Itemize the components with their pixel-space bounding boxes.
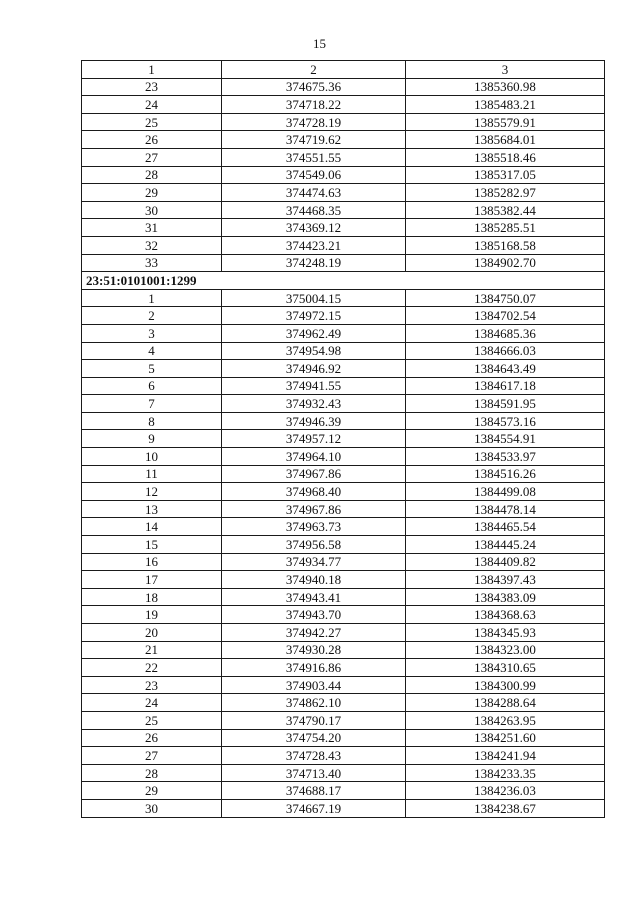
point-number-cell: 21 [82, 641, 222, 659]
x-coordinate-cell: 374718.22 [222, 96, 406, 114]
x-coordinate-cell: 374248.19 [222, 254, 406, 272]
x-coordinate-cell: 375004.15 [222, 289, 406, 307]
y-coordinate-cell: 1384573.16 [406, 412, 605, 430]
table-row [82, 553, 605, 571]
y-coordinate-cell: 1384445.24 [406, 536, 605, 554]
y-coordinate-cell: 1384533.97 [406, 448, 605, 466]
point-number-cell: 31 [82, 219, 222, 237]
table-row [82, 659, 605, 677]
table-row [82, 377, 605, 395]
y-coordinate-cell: 1385518.46 [406, 148, 605, 166]
x-coordinate-cell: 374968.40 [222, 483, 406, 501]
point-number-cell: 16 [82, 553, 222, 571]
point-number-cell: 12 [82, 483, 222, 501]
table-row [82, 307, 605, 325]
y-coordinate-cell: 1384902.70 [406, 254, 605, 272]
table-row [82, 78, 605, 96]
x-coordinate-cell: 374946.92 [222, 360, 406, 378]
table-row [82, 729, 605, 747]
point-number-cell: 25 [82, 113, 222, 131]
table-row [82, 201, 605, 219]
point-number-cell: 7 [82, 395, 222, 413]
table-row [82, 254, 605, 272]
point-number-cell: 3 [82, 324, 222, 342]
y-coordinate-cell: 1384617.18 [406, 377, 605, 395]
y-coordinate-cell: 1384516.26 [406, 465, 605, 483]
point-number-cell: 32 [82, 236, 222, 254]
y-coordinate-cell: 1385579.91 [406, 113, 605, 131]
x-coordinate-cell: 374956.58 [222, 536, 406, 554]
table-row [82, 571, 605, 589]
y-coordinate-cell: 1384643.49 [406, 360, 605, 378]
table-row [82, 96, 605, 114]
y-coordinate-cell: 1384409.82 [406, 553, 605, 571]
x-coordinate-cell: 374967.86 [222, 500, 406, 518]
table-row [82, 342, 605, 360]
x-coordinate-cell: 374930.28 [222, 641, 406, 659]
y-coordinate-cell: 1384236.03 [406, 782, 605, 800]
point-number-cell: 23 [82, 78, 222, 96]
y-coordinate-cell: 1384241.94 [406, 747, 605, 765]
point-number-cell: 28 [82, 764, 222, 782]
table-row [82, 219, 605, 237]
x-coordinate-cell: 374934.77 [222, 553, 406, 571]
y-coordinate-cell: 1384702.54 [406, 307, 605, 325]
point-number-cell: 23 [82, 676, 222, 694]
table-row [82, 518, 605, 536]
x-coordinate-cell: 374713.40 [222, 764, 406, 782]
table-row [82, 113, 605, 131]
header-row [82, 61, 605, 79]
x-coordinate-cell: 374667.19 [222, 799, 406, 817]
point-number-cell: 15 [82, 536, 222, 554]
table-row [82, 184, 605, 202]
point-number-cell: 28 [82, 166, 222, 184]
y-coordinate-cell: 1384397.43 [406, 571, 605, 589]
y-coordinate-cell: 1385317.05 [406, 166, 605, 184]
x-coordinate-cell: 374728.43 [222, 747, 406, 765]
table-row [82, 606, 605, 624]
table-row [82, 448, 605, 466]
header-cell-y-coordinate: 3 [406, 61, 605, 79]
x-coordinate-cell: 374754.20 [222, 729, 406, 747]
y-coordinate-cell: 1384233.35 [406, 764, 605, 782]
y-coordinate-cell: 1384685.36 [406, 324, 605, 342]
point-number-cell: 13 [82, 500, 222, 518]
table-row [82, 395, 605, 413]
point-number-cell: 26 [82, 729, 222, 747]
x-coordinate-cell: 374468.35 [222, 201, 406, 219]
x-coordinate-cell: 374549.06 [222, 166, 406, 184]
table-row [82, 166, 605, 184]
x-coordinate-cell: 374719.62 [222, 131, 406, 149]
table-row [82, 536, 605, 554]
y-coordinate-cell: 1385282.97 [406, 184, 605, 202]
y-coordinate-cell: 1385684.01 [406, 131, 605, 149]
x-coordinate-cell: 374964.10 [222, 448, 406, 466]
table-row [82, 289, 605, 307]
y-coordinate-cell: 1384238.67 [406, 799, 605, 817]
table-row [82, 148, 605, 166]
section-row [82, 272, 605, 290]
page-number: 15 [313, 36, 326, 51]
table-row [82, 412, 605, 430]
x-coordinate-cell: 374675.36 [222, 78, 406, 96]
y-coordinate-cell: 1385483.21 [406, 96, 605, 114]
x-coordinate-cell: 374728.19 [222, 113, 406, 131]
point-number-cell: 18 [82, 588, 222, 606]
table-row [82, 764, 605, 782]
point-number-cell: 5 [82, 360, 222, 378]
y-coordinate-cell: 1384251.60 [406, 729, 605, 747]
point-number-cell: 30 [82, 799, 222, 817]
table-row [82, 465, 605, 483]
y-coordinate-cell: 1384383.09 [406, 588, 605, 606]
x-coordinate-cell: 374790.17 [222, 711, 406, 729]
y-coordinate-cell: 1384554.91 [406, 430, 605, 448]
cadastral-number-heading: 23:51:0101001:1299 [82, 272, 605, 290]
x-coordinate-cell: 374941.55 [222, 377, 406, 395]
point-number-cell: 6 [82, 377, 222, 395]
y-coordinate-cell: 1384465.54 [406, 518, 605, 536]
point-number-cell: 8 [82, 412, 222, 430]
table-row [82, 483, 605, 501]
coordinates-table [81, 60, 605, 818]
y-coordinate-cell: 1384368.63 [406, 606, 605, 624]
point-number-cell: 29 [82, 782, 222, 800]
header-cell-point-number: 1 [82, 61, 222, 79]
point-number-cell: 26 [82, 131, 222, 149]
point-number-cell: 11 [82, 465, 222, 483]
table-row [82, 676, 605, 694]
point-number-cell: 10 [82, 448, 222, 466]
point-number-cell: 29 [82, 184, 222, 202]
x-coordinate-cell: 374423.21 [222, 236, 406, 254]
table-row [82, 131, 605, 149]
x-coordinate-cell: 374903.44 [222, 676, 406, 694]
point-number-cell: 2 [82, 307, 222, 325]
point-number-cell: 25 [82, 711, 222, 729]
y-coordinate-cell: 1384288.64 [406, 694, 605, 712]
x-coordinate-cell: 374369.12 [222, 219, 406, 237]
x-coordinate-cell: 374940.18 [222, 571, 406, 589]
table-row [82, 799, 605, 817]
table-row [82, 641, 605, 659]
x-coordinate-cell: 374942.27 [222, 624, 406, 642]
y-coordinate-cell: 1385168.58 [406, 236, 605, 254]
y-coordinate-cell: 1385285.51 [406, 219, 605, 237]
point-number-cell: 20 [82, 624, 222, 642]
table-row [82, 782, 605, 800]
point-number-cell: 22 [82, 659, 222, 677]
y-coordinate-cell: 1384591.95 [406, 395, 605, 413]
y-coordinate-cell: 1384499.08 [406, 483, 605, 501]
y-coordinate-cell: 1384666.03 [406, 342, 605, 360]
table-row [82, 324, 605, 342]
point-number-cell: 27 [82, 148, 222, 166]
point-number-cell: 19 [82, 606, 222, 624]
x-coordinate-cell: 374943.70 [222, 606, 406, 624]
table-row [82, 694, 605, 712]
point-number-cell: 33 [82, 254, 222, 272]
y-coordinate-cell: 1384263.95 [406, 711, 605, 729]
x-coordinate-cell: 374957.12 [222, 430, 406, 448]
x-coordinate-cell: 374946.39 [222, 412, 406, 430]
x-coordinate-cell: 374972.15 [222, 307, 406, 325]
header-cell-x-coordinate: 2 [222, 61, 406, 79]
point-number-cell: 27 [82, 747, 222, 765]
y-coordinate-cell: 1385360.98 [406, 78, 605, 96]
table-row [82, 624, 605, 642]
x-coordinate-cell: 374916.86 [222, 659, 406, 677]
y-coordinate-cell: 1384478.14 [406, 500, 605, 518]
point-number-cell: 9 [82, 430, 222, 448]
x-coordinate-cell: 374963.73 [222, 518, 406, 536]
point-number-cell: 24 [82, 694, 222, 712]
table-row [82, 430, 605, 448]
point-number-cell: 1 [82, 289, 222, 307]
y-coordinate-cell: 1384750.07 [406, 289, 605, 307]
x-coordinate-cell: 374932.43 [222, 395, 406, 413]
x-coordinate-cell: 374688.17 [222, 782, 406, 800]
y-coordinate-cell: 1384323.00 [406, 641, 605, 659]
point-number-cell: 4 [82, 342, 222, 360]
y-coordinate-cell: 1384310.65 [406, 659, 605, 677]
x-coordinate-cell: 374551.55 [222, 148, 406, 166]
x-coordinate-cell: 374967.86 [222, 465, 406, 483]
x-coordinate-cell: 374954.98 [222, 342, 406, 360]
x-coordinate-cell: 374474.63 [222, 184, 406, 202]
table-row [82, 360, 605, 378]
point-number-cell: 24 [82, 96, 222, 114]
x-coordinate-cell: 374862.10 [222, 694, 406, 712]
x-coordinate-cell: 374943.41 [222, 588, 406, 606]
x-coordinate-cell: 374962.49 [222, 324, 406, 342]
point-number-cell: 14 [82, 518, 222, 536]
table-row [82, 500, 605, 518]
point-number-cell: 30 [82, 201, 222, 219]
point-number-cell: 17 [82, 571, 222, 589]
table-body [82, 61, 605, 818]
y-coordinate-cell: 1384300.99 [406, 676, 605, 694]
table-row [82, 711, 605, 729]
table-row [82, 747, 605, 765]
table-row [82, 588, 605, 606]
y-coordinate-cell: 1385382.44 [406, 201, 605, 219]
table-row [82, 236, 605, 254]
y-coordinate-cell: 1384345.93 [406, 624, 605, 642]
